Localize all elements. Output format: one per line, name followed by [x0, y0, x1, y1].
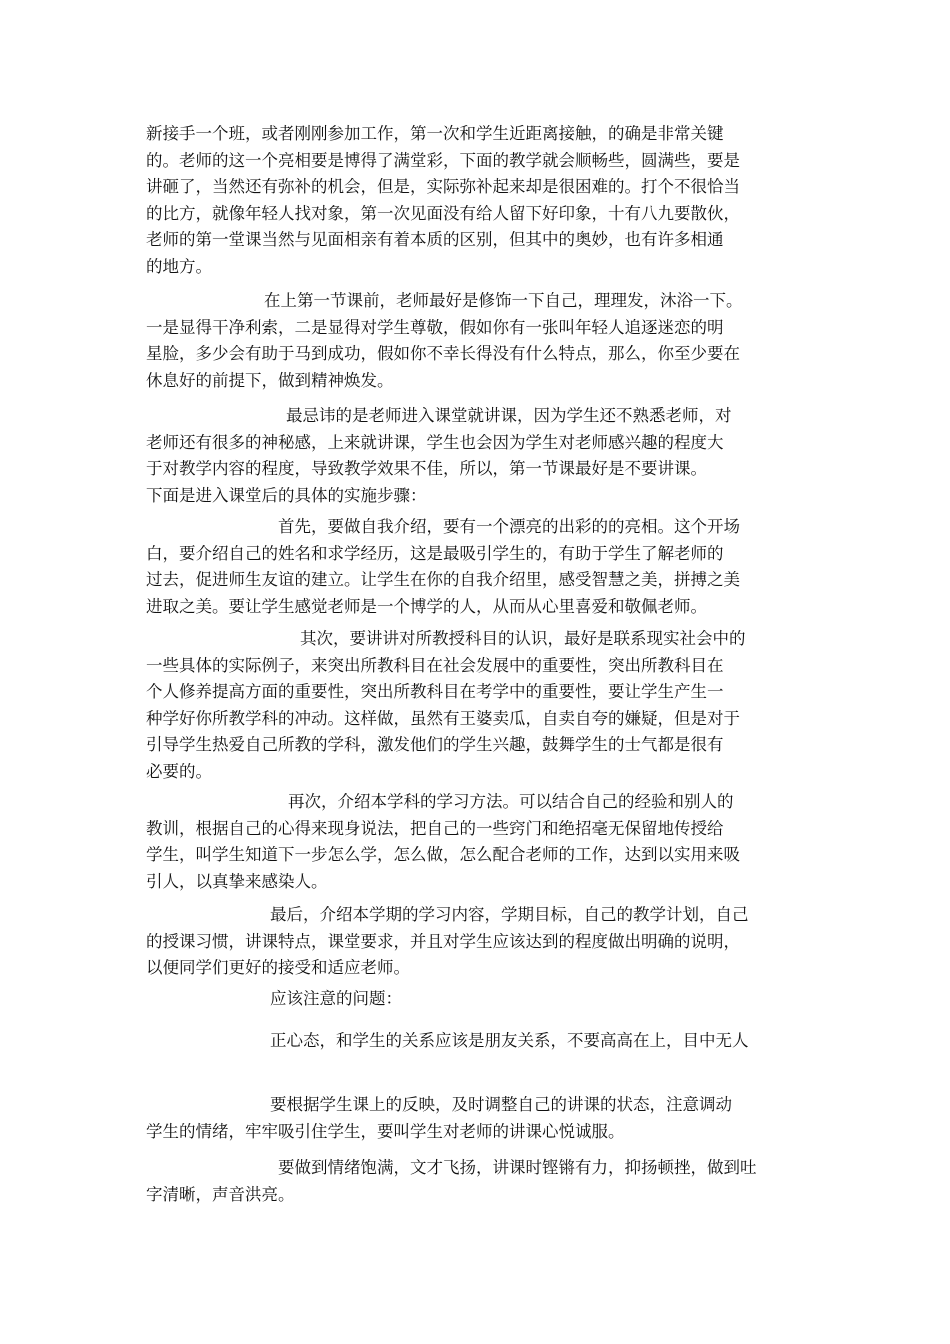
- text-line: 其次，要讲讲对所教授科目的认识，最好是联系现实社会中的: [300, 629, 746, 648]
- text-line: 学生的情绪，牢牢吸引住学生，要叫学生对老师的讲课心悦诚服。: [146, 1121, 625, 1141]
- text-line: 老师还有很多的神秘感，上来就讲课，学生也会因为学生对老师感兴趣的程度大: [146, 432, 724, 452]
- text-line: 必要的。: [146, 761, 212, 781]
- text-line: 最忌讳的是老师进入课堂就讲课，因为学生还不熟悉老师，对: [286, 406, 732, 425]
- text-line: 新接手一个班，或者刚刚参加工作，第一次和学生近距离接触，的确是非常关键: [146, 124, 724, 143]
- text-line: 讲砸了，当然还有弥补的机会，但是，实际弥补起来却是很困难的。打个不很恰当: [146, 177, 740, 196]
- text-line: 字清晰，声音洪亮。: [146, 1184, 295, 1204]
- paragraph-last: [146, 902, 806, 982]
- text-line: 老师的第一堂课当然与见面相亲有着本质的区别，但其中的奥妙，也有许多相通: [146, 230, 724, 249]
- text-line: 教训，根据自己的心得来现身说法，把自己的一些窍门和绝招毫无保留地传授给: [146, 818, 724, 838]
- text-line: 过去，促进师生友谊的建立。让学生在你的自我介绍里，感受智慧之美，拼搏之美: [146, 570, 740, 589]
- paragraph-appearance: [146, 288, 806, 394]
- text-line: 在上第一节课前，老师最好是修饰一下自己，理理发，沐浴一下。: [264, 291, 743, 310]
- text-line: 进取之美。要让学生感觉老师是一个博学的人，从而从心里喜爱和敬佩老师。: [146, 596, 707, 616]
- note-item-attitude: [146, 1028, 806, 1055]
- text-line: 正心态，和学生的关系应该是朋友关系，不要高高在上，目中无人: [270, 1031, 749, 1050]
- text-line: 白，要介绍自己的姓名和求学经历，这是最吸引学生的，有助于学生了解老师的: [146, 543, 724, 563]
- text-line: 引人，以真挚来感染人。: [146, 871, 328, 891]
- paragraph-taboo: [146, 403, 806, 509]
- text-line: 要做到情绪饱满，文才飞扬，讲课时铿锵有力，抑扬顿挫，做到吐: [278, 1158, 757, 1177]
- paragraph-second: [146, 626, 806, 785]
- text-line: 于对教学内容的程度，导致教学效果不佳，所以，第一节课最好是不要讲课。: [146, 459, 707, 478]
- text-line: 学生，叫学生知道下一步怎么学，怎么做，怎么配合老师的工作，达到以实用来吸: [146, 845, 740, 864]
- text-line: 星脸，多少会有助于马到成功，假如你不幸长得没有什么特点，那么，你至少要在: [146, 344, 740, 363]
- notes-heading: [146, 986, 806, 1013]
- text-line: 一是显得干净利索，二是显得对学生尊敬，假如你有一张叫年轻人追逐迷恋的明: [146, 317, 724, 337]
- text-line: 的比方，就像年轻人找对象，第一次见面没有给人留下好印象，十有八九要散伙，: [146, 203, 740, 223]
- note-item-adjust: [146, 1092, 806, 1145]
- note-item-emotion: [146, 1155, 806, 1208]
- paragraph-third: [146, 789, 806, 895]
- text-line: 一些具体的实际例子，来突出所教科目在社会发展中的重要性，突出所教科目在: [146, 655, 724, 675]
- text-line: 要根据学生课上的反映，及时调整自己的讲课的状态，注意调动: [270, 1095, 732, 1114]
- text-line: 的。老师的这一个亮相要是博得了满堂彩，下面的教学就会顺畅些，圆满些，要是: [146, 150, 740, 170]
- text-line: 首先，要做自我介绍，要有一个漂亮的出彩的的亮相。这个开场: [278, 517, 740, 536]
- text-line: 的地方。: [146, 256, 212, 276]
- text-line: 再次，介绍本学科的学习方法。可以结合自己的经验和别人的: [288, 792, 734, 811]
- text-line: 下面是进入课堂后的具体的实施步骤：: [146, 485, 427, 505]
- text-line: 最后，介绍本学期的学习内容，学期目标，自己的教学计划，自己: [270, 905, 749, 924]
- text-line: 种学好你所教学科的冲动。这样做，虽然有王婆卖瓜，自卖自夸的嫌疑，但是对于: [146, 708, 740, 728]
- text-line: 应该注意的问题：: [270, 989, 402, 1008]
- paragraph-intro: [146, 121, 806, 280]
- paragraph-first: [146, 514, 806, 620]
- text-line: 引导学生热爱自己所教的学科，激发他们的学生兴趣，鼓舞学生的士气都是很有: [146, 735, 724, 754]
- text-line: 个人修养提高方面的重要性，突出所教科目在考学中的重要性，要让学生产生一: [146, 682, 724, 701]
- text-line: 以便同学们更好的接受和适应老师。: [146, 958, 410, 977]
- text-line: 的授课习惯，讲课特点，课堂要求，并且对学生应该达到的程度做出明确的说明，: [146, 931, 740, 951]
- text-line: 休息好的前提下，做到精神焕发。: [146, 370, 394, 390]
